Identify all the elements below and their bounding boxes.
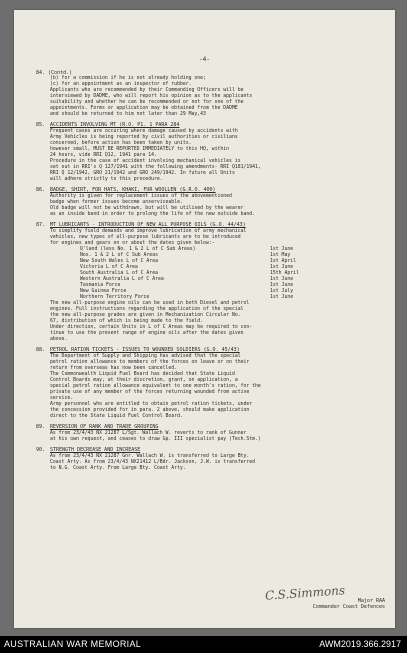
text-line: and should be returned to him not later than 29 May,43	[50, 112, 206, 117]
text-line: direct to the State Liquid Fuel Control Board.	[50, 414, 183, 419]
section-heading: PETROL RATION TICKETS - ISSUES TO WOUNDED SOLDIERS (G.O. 45/43)	[50, 347, 240, 353]
text-line: As from 23/4/43 NX 21287 Gnr. Wallach W. is transferred to Large Bty.	[50, 454, 250, 459]
text-line: vehicles, new types of all-purpose lubricants are to be introduced	[50, 235, 241, 240]
text-line: 67, distribution of which is being made to the field.	[50, 319, 204, 324]
area-name: Q'land (less No. 1 & 2 L of C Sub Areas)	[80, 247, 196, 252]
area-date: 1st June	[270, 247, 294, 252]
text-line: the concession provided for in para. 2 above, should make application	[50, 408, 250, 413]
section-heading: MT LUBRICANTS - INTRODUCTION OF NEW ALL PURPOSE OILS (G.O. 44/43)	[50, 222, 246, 228]
area-name: South Australia L of C Area	[80, 271, 158, 276]
section	[36, 222, 390, 343]
text-line: to N.G. Coast Arty. From Large Bty. Coast Arty.	[50, 466, 186, 471]
area-date-list	[80, 247, 390, 301]
page-number: -4-	[199, 56, 210, 63]
area-name: New South Wales L of C Area	[80, 259, 158, 264]
text-line: for engines and gears on or about the dates given below:-	[50, 241, 215, 246]
section-number: 87.	[36, 222, 46, 228]
text-line: appointments. Forms or application may be obtained from the DADME	[50, 106, 238, 111]
text-line: as an inside band in order to prolong the life of the new outside band.	[50, 212, 256, 217]
section-number: 89.	[36, 424, 46, 430]
text-line: The new all-purpose engine oils can be used in both Diesel and petrol	[50, 301, 250, 306]
archive-id: AWM2019.366.2917	[319, 639, 401, 649]
text-line: (b) for a commission if he is not already holding one;	[50, 76, 206, 81]
section	[36, 424, 390, 443]
text-line: special petrol ration allowance equivalent to one month's ration, for the	[50, 384, 261, 389]
text-line: private use of any member of the forces returning wounded from active	[50, 390, 250, 395]
text-line: Applicants who are recommended by their Commanding Officers will be	[50, 88, 244, 93]
text-line: Control Boards may, at their discretion, grant, on application, a	[50, 378, 238, 383]
area-date: 1st April	[270, 259, 296, 264]
section	[36, 187, 390, 218]
area-date: 1st May	[270, 253, 291, 258]
text-line: (c) for an appointment as an inspector of rubber.	[50, 82, 192, 87]
text-line: return from overseas has now been cancelled.	[50, 366, 178, 371]
area-name: Victoria L of C Area	[80, 265, 138, 270]
text-line: suitability and whether he can be recommended or not for one of the	[50, 100, 244, 105]
area-name: Western Australia L of C Area	[80, 277, 164, 282]
section-number: 86.	[36, 187, 46, 193]
text-line: concerned, before action has been taken by units.	[50, 141, 192, 146]
text-line: tinue to use the present range of engine oils after the dates given	[50, 331, 244, 336]
document-body	[36, 70, 390, 476]
text-line: To simplify field demands and improve lubrication of army mechanical	[50, 229, 247, 234]
text-line: Authority is given for replacement issues of the abovementioned	[50, 194, 232, 199]
area-date: 1st June	[270, 283, 294, 288]
text-line: RRI Q 12/1942, GRO 21/1942 and GRO 249/1942. In future all Units	[50, 171, 235, 176]
signatory-title: Commander Coast Defences	[312, 604, 385, 610]
text-line: service.	[50, 396, 74, 401]
area-date: 1st June	[270, 265, 294, 270]
text-line: above.	[50, 337, 68, 342]
text-line: the new all-purpose grades are given in Mechanization Circular No.	[50, 313, 241, 318]
archive-name: AUSTRALIAN WAR MEMORIAL	[4, 639, 142, 649]
section-heading: BADGE, SHIRT, FOR HATS, KHAKI, FUR WOOLLEN (G.R.O. 400)	[50, 187, 216, 193]
text-line: engines. Full instructions regarding the application of the special	[50, 307, 244, 312]
area-name: Northern Territory Force	[80, 295, 150, 300]
section-heading: REVERSION OF RANK AND TRADE GROUPING	[50, 424, 159, 430]
text-line: 24 hours, vide RRI Q12, 1941 para 14.	[50, 153, 157, 158]
section-heading: STRENGTH DECREASE AND INCREASE	[50, 447, 141, 453]
text-line: will adhere strictly to this procedure.	[50, 177, 163, 182]
section-number: 88.	[36, 347, 46, 353]
area-date: 1st July	[270, 289, 294, 294]
text-line: badge when former issues become unserviceable.	[50, 200, 183, 205]
section-number: 85.	[36, 122, 46, 128]
archive-footer	[0, 636, 407, 653]
text-line: Old badge will not be withdrawn, but will be utilised by the wearer	[50, 206, 244, 211]
text-line: Army personnel who are entitled to obtain petrol ration tickets, under	[50, 402, 253, 407]
text-line: Coast Arty. As from 23/4/43 NX21412 L/Bdr. Jackson, J.W. is transferred	[50, 460, 256, 465]
section	[36, 122, 390, 183]
text-line: The Commonwealth Liquid Fuel Board has decided that State Liquid	[50, 372, 235, 377]
section	[36, 70, 390, 118]
section	[36, 347, 390, 420]
text-line: As from 23/4/43 NX 21287 L/Sgt. Wallach W. reverts to rank of Gunner	[50, 431, 247, 436]
text-line: Frequent cases are occuring where damage caused by accidents with	[50, 129, 238, 134]
signatory-rank: Major RAA	[357, 598, 385, 604]
area-date: 1st June	[270, 277, 294, 282]
document-page	[14, 10, 395, 628]
text-line: Army Vehicles is being reported by civil authorities or civilians	[50, 135, 238, 140]
area-date: 15th April	[270, 271, 299, 276]
section-number: 84. (Contd.)	[36, 70, 73, 76]
signature-block	[245, 583, 385, 610]
text-line: Procedure in the case of accident involving mechanical vehicles is	[50, 159, 241, 164]
text-line: petrol ration allowance to members of the forces on leave or on their	[50, 360, 250, 365]
text-line: interviewed by DADME, who will report his opinion as to the applicants	[50, 94, 253, 99]
handwritten-signature: C.S.Simmons	[264, 583, 346, 603]
area-name: Tasmania Force	[80, 283, 121, 288]
section	[36, 447, 390, 472]
section-heading: ACCIDENTS INVOLVING MT (R.O. P1. 1 PARA 284	[50, 122, 180, 128]
area-name: New Guinea Force	[80, 289, 127, 294]
text-line: Under direction, certain Units in L of C Areas may be required to con-	[50, 325, 253, 330]
area-name: Nos. 1 & 2 L of C Sub Areas	[80, 253, 158, 258]
section-number: 90.	[36, 447, 46, 453]
text-line: The Department of Supply and Shipping has advised that the special	[50, 354, 241, 359]
text-line: set out in RRI's Q 127/1941 with the following amendments- RRI Q181/1941,	[50, 165, 261, 170]
text-line: at his own request, and ceases to draw Gp. III specialist pay (Tech.Stm.)	[50, 437, 261, 442]
text-line: however small, MUST BE REPORTED IMMEDIATELY to this HQ, within	[50, 147, 230, 152]
area-date: 1st June	[270, 295, 294, 300]
